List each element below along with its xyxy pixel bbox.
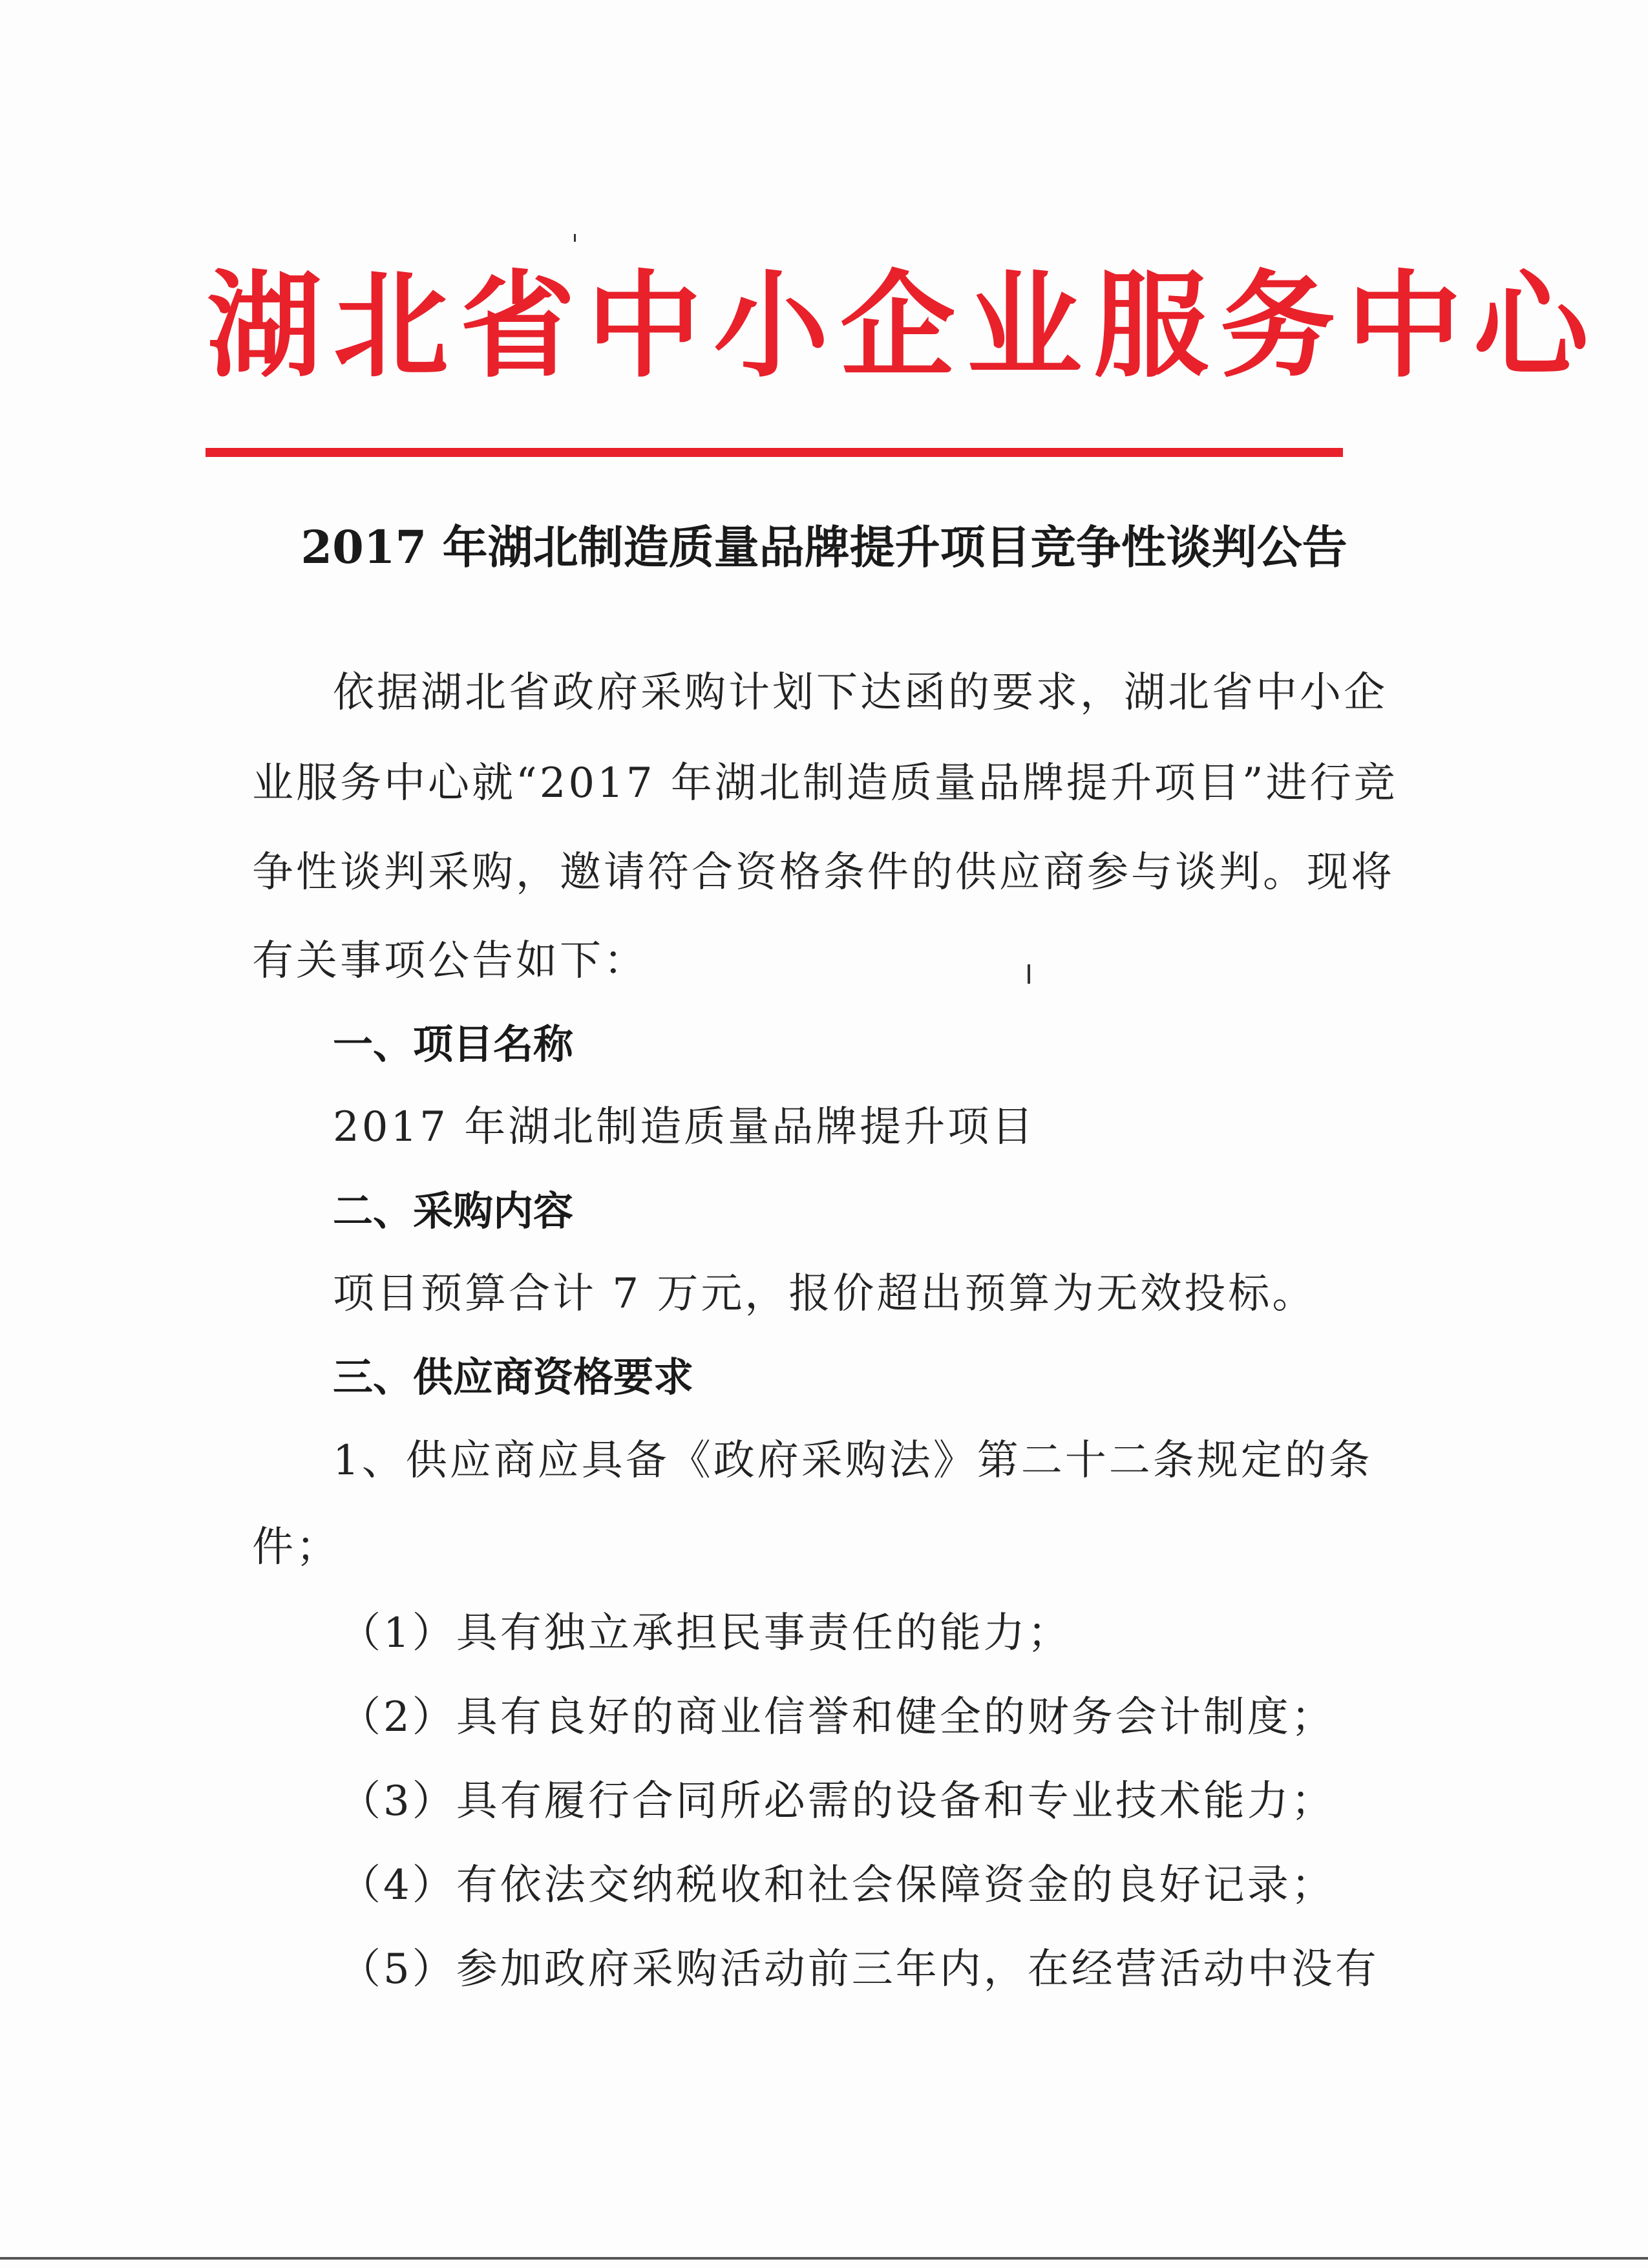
letterhead-organization: 湖北省中小企业服务中心 xyxy=(207,258,1600,393)
section-heading-procurement-content: 二、采购内容 xyxy=(333,1187,574,1235)
qualification-item-1-line-1: 1、供应商应具备《政府采购法》第二十二条规定的条 xyxy=(333,1437,1373,1485)
qualification-item-1-line-2: 件； xyxy=(252,1523,340,1571)
scan-mark xyxy=(1028,964,1030,984)
intro-line-1: 依据湖北省政府采购计划下达函的要求，湖北省中小企 xyxy=(333,669,1388,717)
project-name-text: 2017 年湖北制造质量品牌提升项目 xyxy=(333,1103,1036,1151)
scan-mark xyxy=(574,234,576,242)
letterhead-red-rule xyxy=(206,448,1343,457)
scan-edge-line xyxy=(0,2257,1648,2260)
section-heading-supplier-qualifications: 三、供应商资格要求 xyxy=(333,1353,694,1401)
condition-item: （3）具有履行合同所必需的设备和专业技术能力； xyxy=(339,1777,1335,1825)
intro-line-4: 有关事项公告如下： xyxy=(252,937,648,985)
condition-item: （4）有依法交纳税收和社会保障资金的良好记录； xyxy=(339,1861,1335,1909)
intro-line-3: 争性谈判采购，邀请符合资格条件的供应商参与谈判。现将 xyxy=(252,849,1395,896)
condition-item: （5）参加政府采购活动前三年内，在经营活动中没有 xyxy=(339,1945,1379,1993)
intro-line-2: 业服务中心就“2017 年湖北制造质量品牌提升项目”进行竞 xyxy=(252,759,1398,807)
document-title: 2017 年湖北制造质量品牌提升项目竞争性谈判公告 xyxy=(301,520,1347,574)
section-heading-project-name: 一、项目名称 xyxy=(333,1021,574,1068)
condition-item: （1）具有独立承担民事责任的能力； xyxy=(339,1609,1072,1657)
condition-item: （2）具有良好的商业信誉和健全的财务会计制度； xyxy=(339,1693,1335,1741)
procurement-content-text: 项目预算合计 7 万元，报价超出预算为无效投标。 xyxy=(333,1270,1316,1318)
